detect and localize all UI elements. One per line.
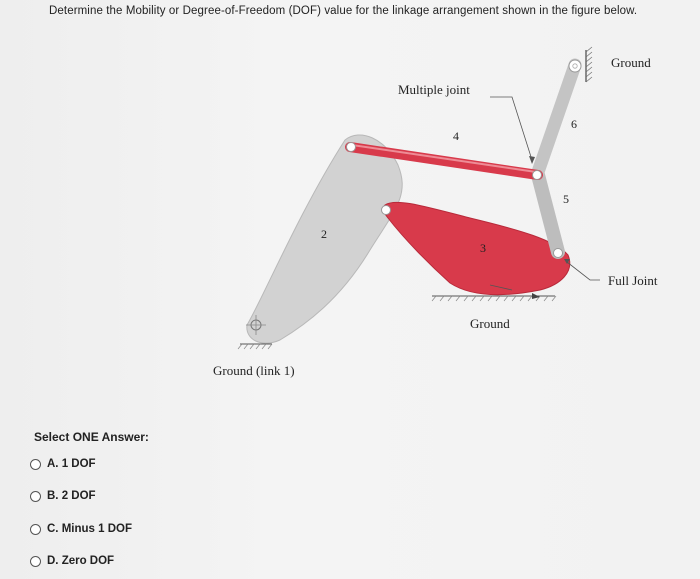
label-link-2: 2 <box>321 227 327 241</box>
answer-option-a[interactable] <box>30 458 96 470</box>
answer-option-c[interactable] <box>30 523 132 535</box>
label-link-6: 6 <box>571 117 577 131</box>
label-link-3: 3 <box>480 241 486 255</box>
answer-option-b[interactable] <box>30 490 96 502</box>
radio-icon[interactable] <box>30 459 41 470</box>
label-link-5: 5 <box>563 192 569 206</box>
label-link-4: 4 <box>453 129 459 143</box>
ground-top-hatch <box>586 47 592 82</box>
answer-option-d[interactable] <box>30 555 114 567</box>
label-multiple-joint: Multiple joint <box>398 82 470 97</box>
answer-option-label: D. Zero DOF <box>47 555 115 567</box>
pin-joint-3-5 <box>554 249 563 258</box>
link-6 <box>538 65 575 172</box>
pin-joint-2-4 <box>347 143 356 152</box>
question-text: Determine the Mobility or Degree-of-Freedom (DOF) value for the linkage arrangement shown in the figure below. <box>49 5 638 17</box>
label-full-joint: Full Joint <box>608 273 658 288</box>
answer-option-label: A. 1 DOF <box>47 458 96 470</box>
answers-title: Select ONE Answer: <box>34 430 149 444</box>
label-ground-top: Ground <box>611 55 651 70</box>
radio-icon[interactable] <box>30 556 41 567</box>
radio-icon[interactable] <box>30 491 41 502</box>
pin-joint-ground-6 <box>569 60 581 72</box>
label-ground-bottom: Ground <box>470 316 510 331</box>
answer-option-label: C. Minus 1 DOF <box>47 523 132 535</box>
label-ground-link1: Ground (link 1) <box>213 363 295 378</box>
answer-option-label: B. 2 DOF <box>47 490 96 502</box>
radio-icon[interactable] <box>30 524 41 535</box>
pin-joint-2-3 <box>382 206 391 215</box>
pin-joint-multiple <box>533 171 542 180</box>
